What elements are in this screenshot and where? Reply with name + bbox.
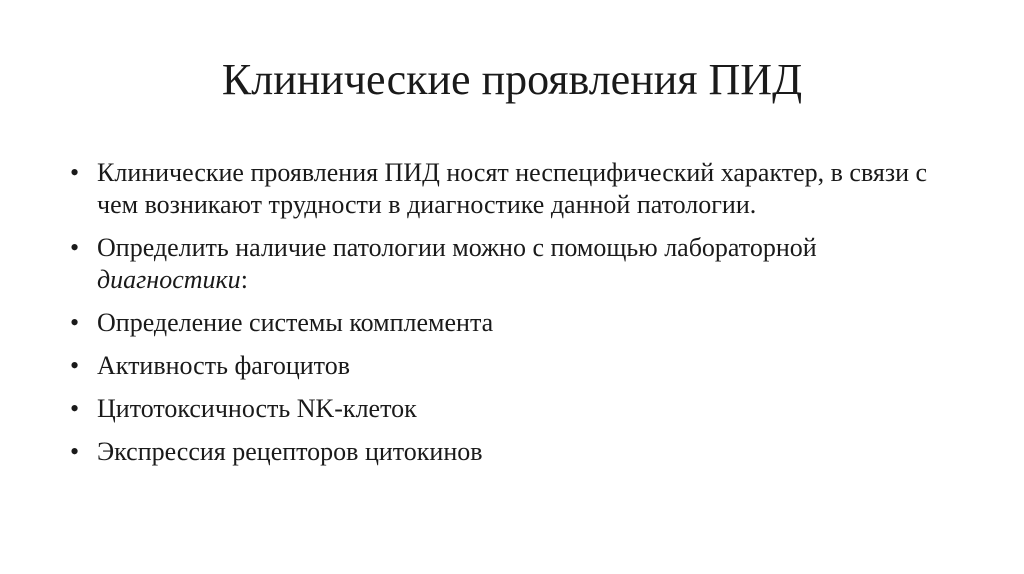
- bullet-text-plain: Определить наличие патологии можно с помощью лабораторной: [97, 233, 817, 262]
- bullet-item-nk-cells: [70, 393, 970, 425]
- bullet-text: Активность фагоцитов: [97, 351, 350, 380]
- bullet-icon: •: [70, 233, 80, 262]
- bullet-text-italic: диагностики: [97, 265, 241, 294]
- slide-title: Клинические проявления ПИД: [221, 55, 803, 104]
- bullet-item-lab-diagnostics: [70, 232, 970, 296]
- bullet-list: [70, 157, 970, 479]
- bullet-item-complement: [70, 307, 970, 339]
- bullet-icon: •: [70, 394, 80, 423]
- bullet-text: Экспрессия рецепторов цитокинов: [97, 437, 483, 466]
- bullet-icon: •: [70, 158, 80, 187]
- bullet-icon: •: [70, 437, 80, 466]
- bullet-text: Цитотоксичность NK-клеток: [97, 394, 417, 423]
- bullet-item-nonspecific: [70, 157, 970, 221]
- bullet-text-suffix: :: [240, 265, 248, 294]
- bullet-item-cytokine-receptors: [70, 436, 970, 468]
- bullet-text: Определение системы комплемента: [97, 308, 494, 337]
- bullet-icon: •: [70, 351, 80, 380]
- bullet-icon: •: [70, 308, 80, 337]
- bullet-item-phagocytes: [70, 350, 970, 382]
- bullet-text: [97, 232, 937, 296]
- bullet-text: Клинические проявления ПИД носят неспецифический характер, в связи с чем возникают трудности в диагностике данной патологии.: [97, 158, 928, 219]
